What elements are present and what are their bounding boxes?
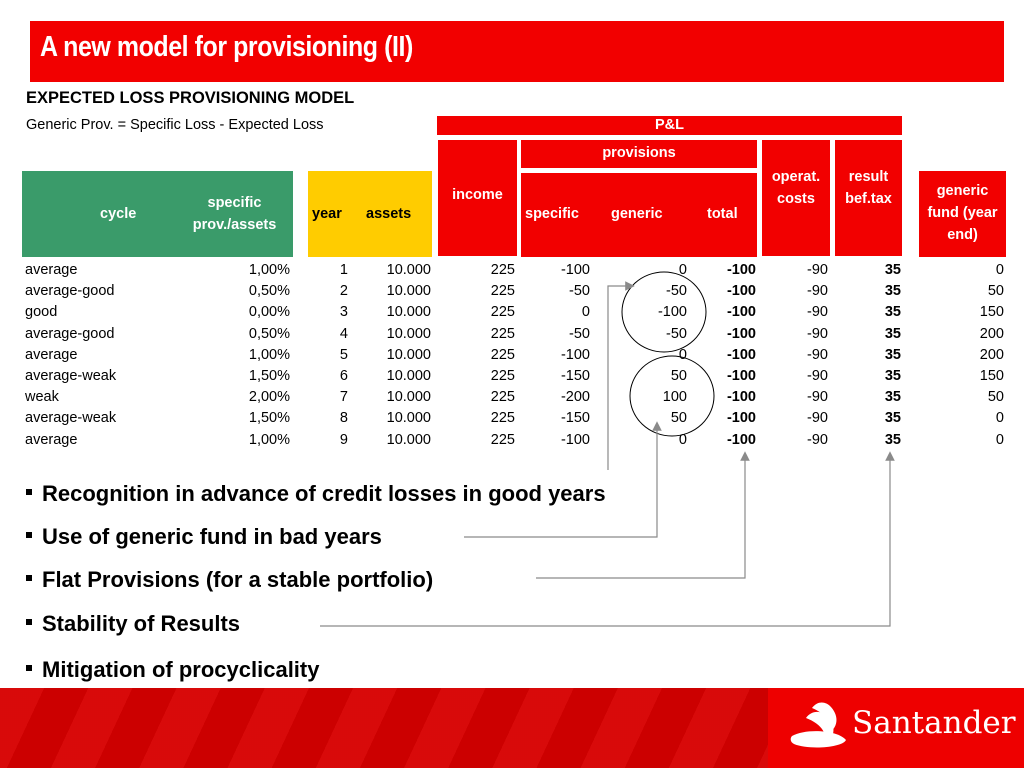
cell-generic-fund: 0 [995, 262, 1004, 278]
slide-title: A new model for provisioning (II) [40, 31, 413, 63]
cell-assets: 10.000 [386, 368, 431, 384]
cell-generic: -50 [666, 325, 687, 342]
santander-logo-text: Santander [852, 705, 1016, 741]
cell-specific-prov: 1,50% [248, 410, 290, 427]
cell-generic: -100 [657, 304, 687, 321]
specific-prov-line1: specific [207, 195, 262, 211]
cell-specific-prov: 1,50% [248, 368, 290, 384]
cell-year: 5 [339, 346, 348, 363]
bullet-4: Stability of Results [26, 611, 240, 637]
cell-income: 225 [490, 262, 515, 278]
cell-assets: 10.000 [386, 389, 431, 406]
cell-year: 3 [339, 304, 348, 321]
cell-assets: 10.000 [386, 283, 431, 300]
cell-result: 35 [884, 346, 901, 363]
cell-specific: -150 [560, 368, 590, 384]
cell-specific: -200 [560, 389, 590, 406]
cell-op-costs: -90 [807, 262, 828, 278]
provisions-header: provisions [521, 140, 757, 168]
cell-result: 35 [884, 325, 901, 342]
cell-generic: 0 [678, 346, 687, 363]
good-years-circle [622, 272, 706, 352]
result-line2: bef.tax [845, 191, 892, 207]
cell-assets: 10.000 [386, 346, 431, 363]
cell-generic-fund: 150 [979, 368, 1004, 384]
cell-op-costs: -90 [807, 410, 828, 427]
cell-specific-prov: 0,50% [248, 325, 290, 342]
fund-line2: fund (year [927, 205, 998, 222]
cell-generic: 0 [678, 262, 687, 278]
cell-cycle: average-good [25, 325, 115, 342]
arrow-flat-provisions [536, 456, 745, 578]
cell-income: 225 [490, 304, 515, 321]
cell-specific-prov: 0,50% [248, 283, 290, 300]
bullet-square-icon [26, 665, 32, 671]
cell-cycle: average-good [25, 283, 115, 300]
section-subtitle: EXPECTED LOSS PROVISIONING MODEL [26, 89, 355, 107]
cell-specific: -100 [560, 262, 590, 278]
cell-assets: 10.000 [386, 304, 431, 321]
cell-result: 35 [884, 389, 901, 406]
cell-assets: 10.000 [386, 410, 431, 427]
cell-result: 35 [884, 410, 901, 427]
cell-specific: -100 [560, 346, 590, 363]
income-header: income [438, 140, 517, 256]
cell-year: 4 [339, 325, 348, 342]
cell-op-costs: -90 [807, 368, 828, 384]
cell-specific-prov: 1,00% [248, 431, 290, 448]
cell-year: 7 [339, 389, 348, 406]
cell-specific: -150 [560, 410, 590, 427]
cell-op-costs: -90 [807, 389, 828, 406]
cell-generic: 0 [678, 431, 687, 448]
bullet-2: Use of generic fund in bad years [26, 524, 382, 550]
cell-year: 9 [339, 431, 348, 448]
total-header: total [707, 206, 738, 222]
cell-cycle: average [25, 431, 78, 448]
fund-line1: generic [936, 183, 989, 200]
cell-op-costs: -90 [807, 304, 828, 321]
cell-total: -100 [726, 346, 756, 363]
bullet-square-icon [26, 489, 32, 495]
cell-income: 225 [490, 431, 515, 448]
cell-generic-fund: 50 [987, 389, 1004, 406]
cell-generic-fund: 50 [987, 283, 1004, 300]
cell-cycle: average [25, 262, 78, 278]
result-line1: result [848, 169, 889, 186]
cell-cycle: average [25, 346, 78, 363]
cell-generic-fund: 150 [979, 304, 1004, 321]
bullet-square-icon [26, 532, 32, 538]
cell-assets: 10.000 [386, 325, 431, 342]
cell-cycle: weak [25, 389, 59, 406]
cell-generic: 100 [662, 389, 687, 406]
cell-generic-fund: 0 [995, 410, 1004, 427]
bullet-square-icon [26, 575, 32, 581]
cell-specific-prov: 1,00% [248, 346, 290, 363]
bullet-square-icon [26, 619, 32, 625]
generic-header: generic [611, 206, 663, 222]
cell-specific-prov: 0,00% [248, 304, 290, 321]
operat-line2: costs [777, 191, 815, 207]
cell-total: -100 [726, 389, 756, 406]
cell-total: -100 [726, 431, 756, 448]
cell-specific: -50 [569, 283, 590, 300]
cell-cycle: average-weak [25, 410, 117, 427]
bad-years-circle [630, 356, 714, 436]
cell-op-costs: -90 [807, 431, 828, 448]
cell-year: 6 [339, 368, 348, 384]
pl-header: P&L [437, 116, 902, 135]
specific-header: specific [525, 206, 579, 222]
cell-year: 1 [339, 262, 348, 278]
cell-result: 35 [884, 262, 901, 278]
cell-assets: 10.000 [386, 262, 431, 278]
cell-generic: -50 [666, 283, 687, 300]
cell-income: 225 [490, 368, 515, 384]
cell-specific: -50 [569, 325, 590, 342]
cell-cycle: average-weak [25, 368, 117, 384]
cell-income: 225 [490, 410, 515, 427]
cell-income: 225 [490, 283, 515, 300]
cell-generic-fund: 200 [979, 325, 1004, 342]
cell-generic: 50 [670, 410, 687, 427]
arrow-recognition [608, 286, 630, 470]
cell-total: -100 [726, 283, 756, 300]
cell-total: -100 [726, 368, 756, 384]
operat-line1: operat. [771, 169, 821, 186]
cell-op-costs: -90 [807, 346, 828, 363]
cell-year: 8 [339, 410, 348, 427]
cell-total: -100 [726, 262, 756, 278]
bullet-1: Recognition in advance of credit losses in good years [26, 481, 606, 507]
cell-result: 35 [884, 431, 901, 448]
specific-prov-line2: prov./assets [192, 216, 277, 233]
cell-income: 225 [490, 389, 515, 406]
cell-op-costs: -90 [807, 325, 828, 342]
cell-total: -100 [726, 325, 756, 342]
cell-income: 225 [490, 346, 515, 363]
cell-year: 2 [339, 283, 348, 300]
cell-generic-fund: 200 [979, 346, 1004, 363]
formula-text: Generic Prov. = Specific Loss - Expected Loss [26, 117, 324, 133]
cell-total: -100 [726, 410, 756, 427]
fund-line3: end) [947, 226, 978, 243]
cell-total: -100 [726, 304, 756, 321]
cell-generic-fund: 0 [995, 431, 1004, 448]
cell-specific: 0 [581, 304, 590, 321]
cell-income: 225 [490, 325, 515, 342]
cell-assets: 10.000 [386, 431, 431, 448]
cell-generic: 50 [670, 368, 687, 384]
cell-specific-prov: 2,00% [248, 389, 290, 406]
cell-specific-prov: 1,00% [248, 262, 290, 278]
year-header: year [312, 206, 342, 222]
cell-result: 35 [884, 283, 901, 300]
bullet-3: Flat Provisions (for a stable portfolio) [26, 567, 433, 593]
cycle-header: cycle [100, 206, 137, 222]
cell-result: 35 [884, 304, 901, 321]
cell-cycle: good [25, 304, 58, 321]
cell-specific: -100 [560, 431, 590, 448]
bullet-5: Mitigation of procyclicality [26, 657, 319, 683]
cell-result: 35 [884, 368, 901, 384]
cell-op-costs: -90 [807, 283, 828, 300]
assets-header: assets [366, 206, 412, 222]
